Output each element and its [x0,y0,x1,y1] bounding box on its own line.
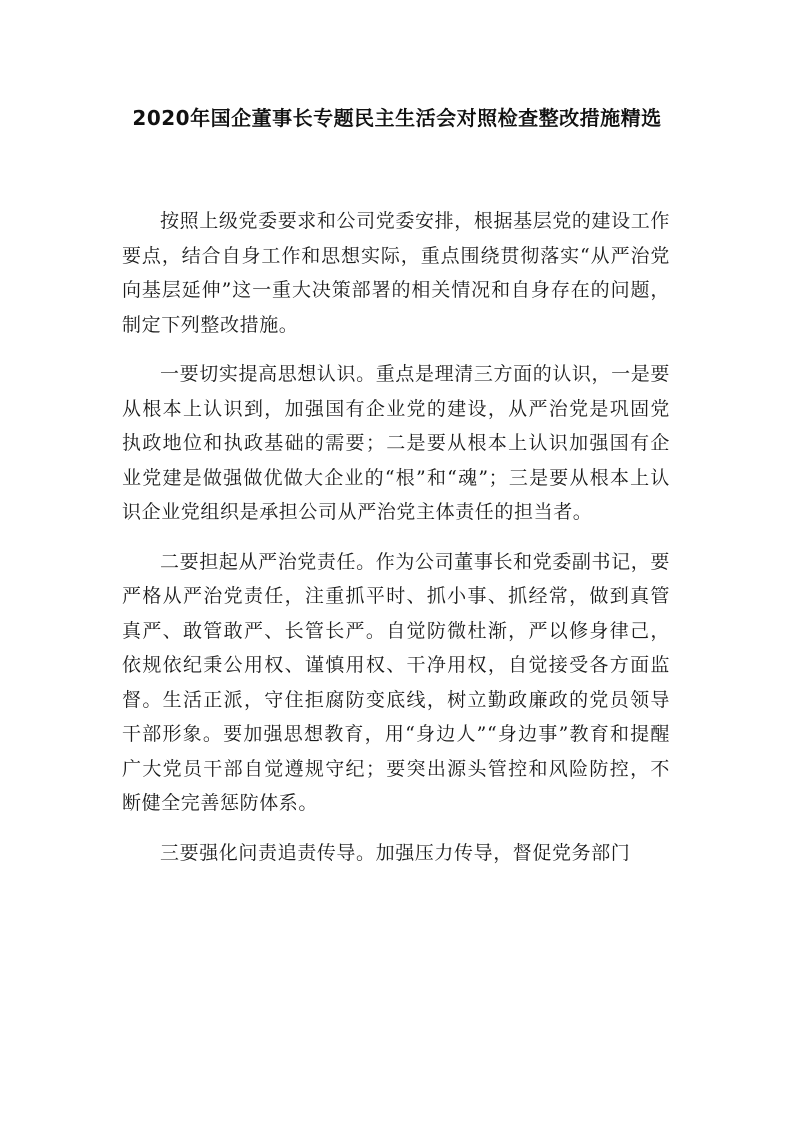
paragraph-point-2: 二要担起从严治党责任。作为公司董事长和党委副书记，要严格从严治党责任，注重抓平时、抓小事、抓经常，做到真管真严、敢管敢严、长管长严。自觉防微杜渐，严以修身律己，依规依纪秉公用权、谨慎用权、干净用权，自觉接受各方面监督。生活正派，守住拒腐防变底线，树立勤政廉政的党员领导干部形象。要加强思想教育，用“身边人”“身边事”教育和提醒广大党员干部自觉遵规守纪；要突出源头管控和风险防控，不断健全完善惩防体系。 [122,550,670,814]
paragraph-intro: 按照上级党委要求和公司党委安排，根据基层党的建设工作要点，结合自身工作和思想实际，重点围绕贯彻落实“从严治党向基层延伸”这一重大决策部署的相关情况和自身存在的问题，制定下列整改措施。 [122,210,670,336]
document-body [122,204,670,885]
paragraph-point-3: 三要强化问责追责传导。加强压力传导，督促党务部门 [160,841,631,864]
paragraph-point-1: 一要切实提高思想认识。重点是理清三方面的认识，一是要从根本上认识到，加强国有企业党的建设，从严治党是巩固党执政地位和执政基础的需要；二是要从根本上认识加强国有企业党建是做强做优做大企业的“根”和“魂”；三是要从根本上认识企业党组织是承担公司从严治党主体责任的担当者。 [122,363,670,523]
document-title: 2020年国企董事长专题民主生活会对照检查整改措施精选 [132,106,662,130]
